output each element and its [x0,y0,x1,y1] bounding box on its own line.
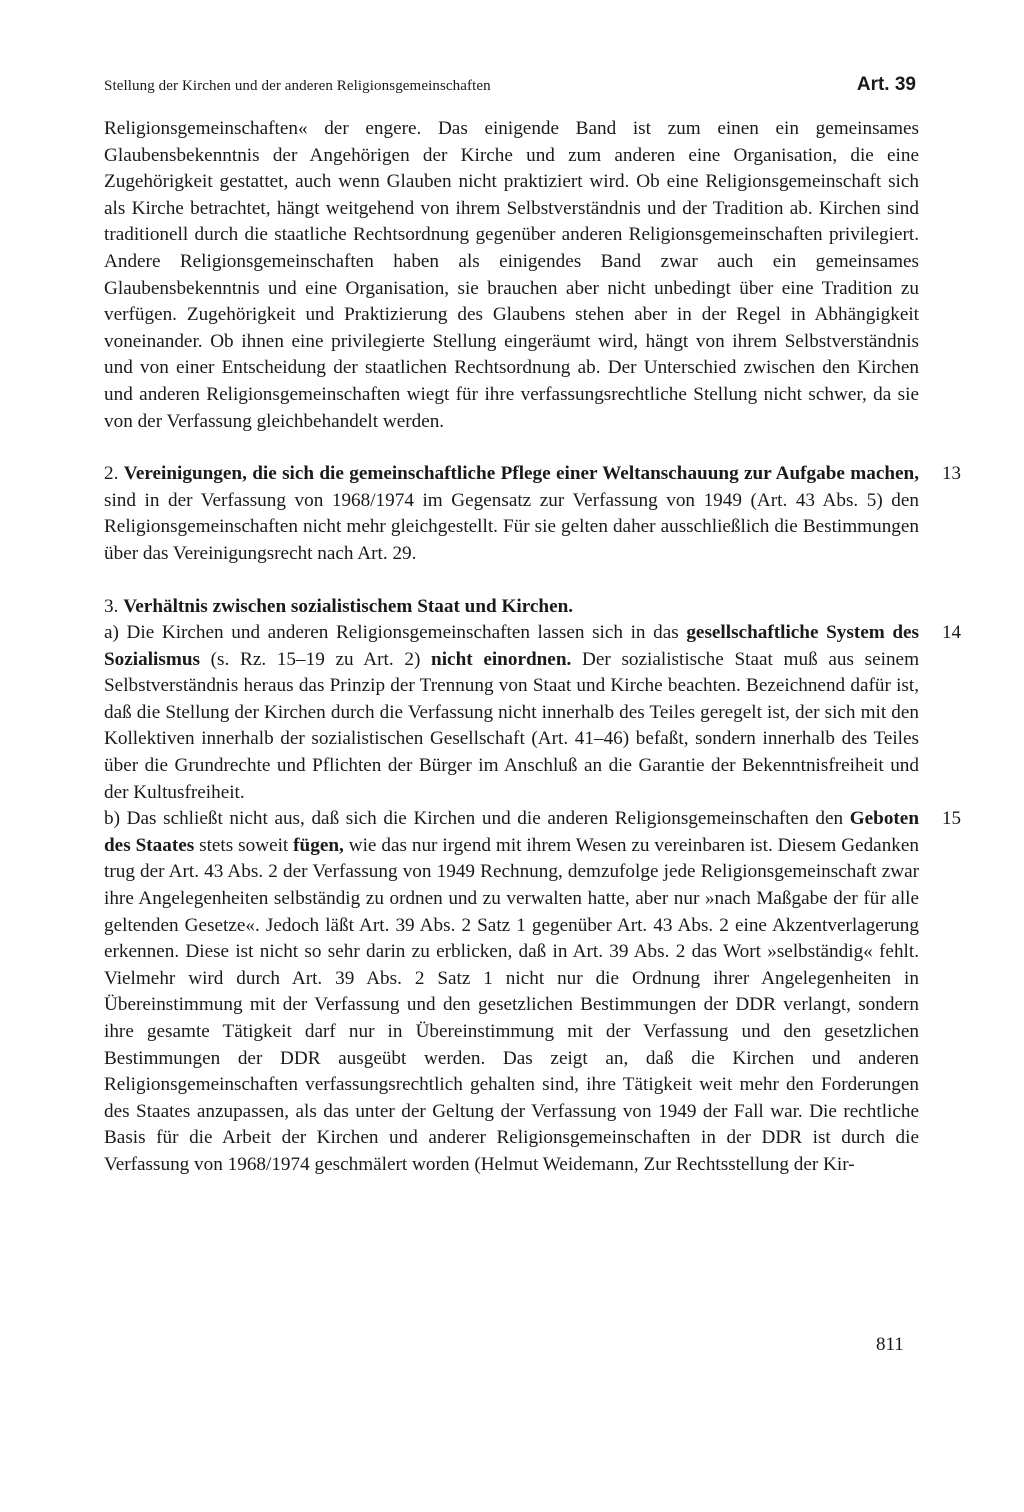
section-3-number: 3. [104,595,124,617]
paragraph-2-bold: Vereinigungen, die sich die gemeinschaftliche Pflege einer Weltanschauung zur Aufgabe machen, [123,463,920,485]
paragraph-3b-text-3: wie das nur irgend mit ihrem Wesen zu vereinbaren ist. Diesem Gedanken trug der Art. 43 Abs. 2 der Verfassung von 1949 Rechnung, demzufolge jede Religionsgemeinschaft zwar ihre Angelegenheiten selbständig zu ordnen und zu verwalten hatte, aber nur »nach Maßgabe der für alle geltenden Gesetze«. Jedoch läßt Art. 39 Abs. 2 Satz 1 gegenüber Art. 43 Abs. 2 eine Akzentverlagerung erkennen. Diese ist nicht so sehr darin zu erblicken, daß in Art. 39 Abs. 2 das Wort »selbständig« fehlt. Vielmehr wird durch Art. 39 Abs. 2 Satz 1 nicht nur die Ordnung ihrer Angelegenheiten in Übereinstimmung mit der Verfassung und den gesetzlichen Bestimmungen der DDR verlangt, sondern ihre gesamte Tätigkeit darf nur in Übereinstimmung mit der Verfassung und den gesetzlichen Bestimmungen der DDR ausgeübt werden. Das zeigt an, daß die Kirchen und anderen Religionsgemeinschaften verfassungsrechtlich gehalten sind, ihre Tätigkeit weit mehr den Forderungen des Staates anzupassen, als das unter der Geltung der Verfassung von 1949 der Fall war. Die rechtliche Basis für die Arbeit der Kirchen und anderer Religionsgemeinschaften in der DDR ist durch die Verfassung von 1968/1974 geschmälert worden (Helmut Weidemann, Zur Rechtsstellung der Kir- [104,834,919,1175]
body-text [104,116,961,1179]
paragraph-3a-bold-2: nicht einordnen. [431,648,572,670]
paragraph-3b [104,806,961,1178]
paragraph-3b-text-2: stets soweit [194,834,294,856]
paragraph-2 [104,461,961,567]
paragraph-intro: Religionsgemeinschaften« der engere. Das einigende Band ist zum einen ein gemeinsames Glaubensbekenntnis der Angehörigen der Kirche und zum anderen eine Organisation, die eine Zugehörigkeit gestattet, auch wenn Glauben nicht praktiziert wird. Ob eine Religionsgemeinschaft sich als Kirche betrachtet, hängt weitgehend von ihrem Selbstverständnis und der Tradition ab. Kirchen sind traditionell durch die staatliche Rechtsordnung gegenüber anderen Religionsgemeinschaften privilegiert. Andere Religionsgemeinschaften haben als einigendes Band zwar auch ein gemeinsames Glaubensbekenntnis und eine Organisation, sie brauchen aber nicht unbedingt über eine Tradition zu verfügen. Zugehörigkeit und Praktizierung des Glaubens stehen aber in der Regel in Abhängigkeit voneinander. Ob ihnen eine privilegierte Stellung eingeräumt wird, hängt von ihrem Selbstverständnis und von einer Entscheidung der staatlichen Rechtsordnung ab. Der Unterschied zwischen den Kirchen und anderen Religionsgemeinschaften wiegt für ihre verfassungsrechtliche Stellung nicht schwer, da sie von der Verfassung gleichbehandelt werden. [104,118,919,432]
paragraph-3a-text-3: Der sozialistische Staat muß aus seinem Selbstverständnis heraus das Prinzip der Trennung von Staat und Kirche beachten. Bezeichnend dafür ist, daß die Stellung der Kirchen durch die Verfassung nicht innerhalb des Teiles geregelt ist, der sich mit den Kollektiven innerhalb der sozialistischen Gesellschaft (Art. 41–46) befaßt, sondern innerhalb des Teiles über die Grundrechte und Pflichten der Bürger im Anschluß an die Garantie der Bekenntnisfreiheit und der Kultusfreiheit. [104,648,919,803]
paragraph-3b-text-1: b) Das schließt nicht aus, daß sich die Kirchen und die anderen Religionsgemeinschaften den [104,808,850,830]
section-3-title: Verhältnis zwischen sozialistischem Staat und Kirchen. [123,595,574,617]
paragraph-3b-bold-2: fügen, [293,834,344,856]
paragraph-3b-bold-1: Geboten des Staates [104,808,919,856]
margin-number-13: 13 [942,463,961,485]
paragraph-2-lead: 2. [104,463,124,485]
section-3-heading [104,594,919,621]
article-label: Art. 39 [856,74,916,95]
paragraph-3a [104,620,961,806]
paragraph-3a-text-1: a) Die Kirchen und anderen Religionsgemeinschaften lassen sich in das [104,622,687,644]
page-header [104,74,916,104]
running-title: Stellung der Kirchen und der anderen Religionsgemeinschaften [104,78,491,94]
paragraph-3a-bold-1: gesellschaftliche System des Sozialismus [104,622,919,670]
margin-number-14: 14 [942,622,961,644]
page-number: 811 [876,1334,904,1355]
paragraph-2-text: sind in der Verfassung von 1968/1974 im Gegensatz zur Verfassung von 1949 (Art. 43 Abs. 5) den Religionsgemeinschaften nicht mehr gleichgestellt. Für sie gelten daher ausschließlich die Bestimmungen über das Vereinigungsrecht nach Art. 29. [104,489,919,564]
margin-number-15: 15 [942,808,961,830]
paragraph-3a-text-2: (s. Rz. 15–19 zu Art. 2) [199,648,432,670]
